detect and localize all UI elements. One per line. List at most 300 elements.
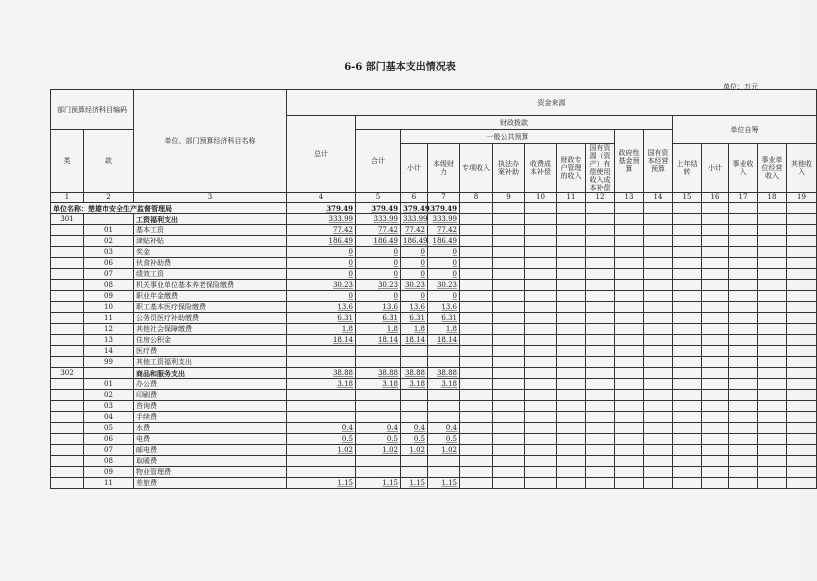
empty-cell <box>673 324 702 335</box>
row-sum <box>356 456 401 467</box>
index-cell: 17 <box>729 193 758 203</box>
empty-cell <box>787 368 817 379</box>
table-row <box>51 423 817 434</box>
empty-cell <box>460 214 493 225</box>
row-name: 印刷费 <box>134 390 287 401</box>
empty-cell <box>673 412 702 423</box>
empty-cell <box>586 247 615 258</box>
row-total <box>287 467 356 478</box>
row-own-funds: 186.49 <box>428 236 460 247</box>
empty-cell <box>787 280 817 291</box>
row-lei <box>51 313 84 324</box>
empty-cell <box>557 313 586 324</box>
header-self-raised: 单位自筹 <box>673 116 817 144</box>
empty-cell <box>493 269 525 280</box>
table-row <box>51 478 817 489</box>
empty-cell <box>729 225 758 236</box>
row-subtotal <box>401 401 428 412</box>
empty-cell <box>460 445 493 456</box>
row-lei <box>51 423 84 434</box>
row-name: 咨询费 <box>134 401 287 412</box>
row-subtotal <box>401 390 428 401</box>
empty-cell <box>493 291 525 302</box>
empty-cell <box>615 236 644 247</box>
row-name: 职工基本医疗保险缴费 <box>134 302 287 313</box>
row-own-funds: 6.31 <box>428 313 460 324</box>
table-row <box>51 258 817 269</box>
empty-cell <box>729 445 758 456</box>
table-row <box>51 324 817 335</box>
empty-cell <box>702 456 729 467</box>
header-general-budget: 一般公共预算 <box>401 130 615 144</box>
row-total: 0 <box>287 258 356 269</box>
empty-cell <box>787 302 817 313</box>
empty-cell <box>673 379 702 390</box>
empty-cell <box>787 258 817 269</box>
empty-cell <box>758 423 787 434</box>
empty-cell <box>702 302 729 313</box>
row-own-funds: 0.5 <box>428 434 460 445</box>
empty-cell <box>729 368 758 379</box>
row-total <box>287 456 356 467</box>
empty-cell <box>493 368 525 379</box>
empty-cell <box>729 478 758 489</box>
empty-cell <box>729 324 758 335</box>
row-own-funds: 38.88 <box>428 368 460 379</box>
row-kuan: 04 <box>84 412 134 423</box>
row-own-funds: 18.14 <box>428 335 460 346</box>
row-lei <box>51 269 84 280</box>
empty-cell <box>702 324 729 335</box>
row-sum <box>356 346 401 357</box>
header-econ-code: 部门预算经济科目编码 <box>51 90 134 130</box>
row-kuan: 09 <box>84 467 134 478</box>
row-kuan: 01 <box>84 379 134 390</box>
row-kuan: 07 <box>84 445 134 456</box>
empty-cell <box>525 467 557 478</box>
empty-cell <box>644 291 673 302</box>
empty-cell <box>493 434 525 445</box>
empty-cell <box>787 390 817 401</box>
empty-cell <box>758 302 787 313</box>
empty-cell <box>702 313 729 324</box>
row-subtotal: 0.5 <box>401 434 428 445</box>
empty-cell <box>644 423 673 434</box>
empty-cell <box>644 313 673 324</box>
empty-cell <box>460 324 493 335</box>
empty-cell <box>758 269 787 280</box>
index-cell: 13 <box>615 193 644 203</box>
empty-cell <box>615 401 644 412</box>
table-row <box>51 368 817 379</box>
index-cell: 10 <box>525 193 557 203</box>
empty-cell <box>525 258 557 269</box>
row-total: 0 <box>287 291 356 302</box>
empty-cell <box>493 423 525 434</box>
row-kuan: 03 <box>84 401 134 412</box>
table-row <box>51 412 817 423</box>
empty-cell <box>557 236 586 247</box>
empty-cell <box>615 280 644 291</box>
row-lei <box>51 456 84 467</box>
index-cell: 14 <box>644 193 673 203</box>
empty-cell <box>525 269 557 280</box>
empty-cell <box>557 434 586 445</box>
header-special-income: 专项收入 <box>460 144 493 193</box>
empty-cell <box>493 379 525 390</box>
empty-cell <box>586 346 615 357</box>
empty-cell <box>673 247 702 258</box>
empty-cell <box>644 236 673 247</box>
header-fee-income: 收费成本补偿 <box>525 144 557 193</box>
row-lei <box>51 335 84 346</box>
empty-cell <box>615 423 644 434</box>
empty-cell <box>586 423 615 434</box>
empty-cell <box>644 434 673 445</box>
empty-cell <box>460 313 493 324</box>
row-lei <box>51 412 84 423</box>
index-cell: 16 <box>702 193 729 203</box>
empty-cell <box>758 445 787 456</box>
empty-cell <box>729 456 758 467</box>
row-name: 手续费 <box>134 412 287 423</box>
row-name: 工资福利支出 <box>134 214 287 225</box>
row-name: 取暖费 <box>134 456 287 467</box>
table-row <box>51 467 817 478</box>
row-lei <box>51 401 84 412</box>
empty-cell <box>729 280 758 291</box>
row-subtotal: 333.99 <box>401 214 428 225</box>
empty-cell <box>673 423 702 434</box>
index-cell: 8 <box>460 193 493 203</box>
empty-cell <box>729 434 758 445</box>
row-subtotal: 13.6 <box>401 302 428 313</box>
empty-cell <box>493 313 525 324</box>
row-sum: 0 <box>356 258 401 269</box>
row-sum: 13.6 <box>356 302 401 313</box>
empty-cell <box>586 390 615 401</box>
row-subtotal <box>401 412 428 423</box>
empty-cell <box>787 456 817 467</box>
empty-cell <box>460 302 493 313</box>
empty-cell <box>729 335 758 346</box>
empty-cell <box>557 291 586 302</box>
row-subtotal: 30.23 <box>401 280 428 291</box>
empty-cell <box>787 291 817 302</box>
empty-cell <box>525 346 557 357</box>
row-own-funds: 0 <box>428 291 460 302</box>
empty-cell <box>673 390 702 401</box>
row-kuan <box>84 214 134 225</box>
empty-cell <box>729 346 758 357</box>
empty-cell <box>557 247 586 258</box>
row-name: 医疗费 <box>134 346 287 357</box>
row-name: 电费 <box>134 434 287 445</box>
table-row <box>51 269 817 280</box>
row-kuan: 11 <box>84 313 134 324</box>
page-title: 6-6 部门基本支出情况表 <box>344 62 456 73</box>
empty-cell <box>525 368 557 379</box>
empty-cell <box>644 335 673 346</box>
empty-cell <box>758 236 787 247</box>
empty-cell <box>702 478 729 489</box>
table-row <box>51 357 817 368</box>
row-lei <box>51 445 84 456</box>
row-name: 其他社会保障缴费 <box>134 324 287 335</box>
empty-cell <box>586 324 615 335</box>
empty-cell <box>525 434 557 445</box>
index-cell: 6 <box>401 193 428 203</box>
row-subtotal: 0 <box>401 258 428 269</box>
empty-cell <box>729 390 758 401</box>
empty-cell <box>460 379 493 390</box>
row-total: 6.31 <box>287 313 356 324</box>
empty-cell <box>460 291 493 302</box>
row-subtotal: 1.15 <box>401 478 428 489</box>
empty-cell <box>644 368 673 379</box>
row-own-funds <box>428 456 460 467</box>
empty-cell <box>493 335 525 346</box>
index-cell: 5 <box>356 193 401 203</box>
row-kuan: 99 <box>84 357 134 368</box>
empty-cell <box>493 236 525 247</box>
header-state-asset: 国有资源（资产）有偿使用收入成本补偿 <box>586 144 615 193</box>
empty-cell <box>758 478 787 489</box>
empty-cell <box>493 258 525 269</box>
empty-cell <box>758 313 787 324</box>
row-total: 13.6 <box>287 302 356 313</box>
empty-cell <box>525 401 557 412</box>
empty-cell <box>758 335 787 346</box>
empty-cell <box>460 412 493 423</box>
empty-cell <box>460 401 493 412</box>
empty-cell <box>615 258 644 269</box>
empty-cell <box>729 401 758 412</box>
row-sum: 38.88 <box>356 368 401 379</box>
row-subtotal: 77.42 <box>401 225 428 236</box>
empty-cell <box>787 346 817 357</box>
row-lei <box>51 478 84 489</box>
empty-cell <box>729 258 758 269</box>
empty-cell <box>557 225 586 236</box>
table-row <box>51 335 817 346</box>
empty-cell <box>702 269 729 280</box>
row-sum: 1.15 <box>356 478 401 489</box>
header-fund-source: 资金来源 <box>287 90 817 116</box>
header-affiliated: 事业单位经营收入 <box>758 144 787 193</box>
empty-cell <box>586 368 615 379</box>
empty-cell <box>557 335 586 346</box>
empty-cell <box>758 225 787 236</box>
row-kuan: 07 <box>84 269 134 280</box>
empty-cell <box>460 456 493 467</box>
empty-cell <box>644 258 673 269</box>
row-kuan: 11 <box>84 478 134 489</box>
empty-cell <box>586 434 615 445</box>
empty-cell <box>673 467 702 478</box>
empty-cell <box>673 258 702 269</box>
empty-cell <box>644 269 673 280</box>
empty-cell <box>787 236 817 247</box>
index-cell: 9 <box>493 193 525 203</box>
empty-cell <box>586 445 615 456</box>
row-lei <box>51 247 84 258</box>
table-row <box>51 214 817 225</box>
row-kuan: 01 <box>84 225 134 236</box>
row-total: 0.5 <box>287 434 356 445</box>
table-row <box>51 456 817 467</box>
row-total <box>287 412 356 423</box>
header-other-income: 其他收入 <box>787 144 817 193</box>
empty-cell <box>787 401 817 412</box>
table-row <box>51 434 817 445</box>
expenditure-table <box>50 89 817 489</box>
header-subtotal-self: 小计 <box>702 144 729 193</box>
empty-cell <box>615 478 644 489</box>
row-lei <box>51 390 84 401</box>
row-kuan: 08 <box>84 456 134 467</box>
row-sum <box>356 357 401 368</box>
row-total: 1.15 <box>287 478 356 489</box>
empty-cell <box>586 291 615 302</box>
row-subtotal: 18.14 <box>401 335 428 346</box>
row-name: 商品和服务支出 <box>134 368 287 379</box>
row-own-funds <box>428 412 460 423</box>
empty-cell <box>586 313 615 324</box>
empty-cell <box>586 214 615 225</box>
empty-cell <box>615 247 644 258</box>
empty-cell <box>557 302 586 313</box>
row-name: 机关事业单位基本养老保险缴费 <box>134 280 287 291</box>
empty-cell <box>557 368 586 379</box>
empty-cell <box>673 357 702 368</box>
empty-cell <box>586 478 615 489</box>
empty-cell <box>493 225 525 236</box>
empty-cell <box>460 258 493 269</box>
empty-cell <box>673 302 702 313</box>
empty-cell <box>557 346 586 357</box>
empty-cell <box>493 456 525 467</box>
table-row <box>51 280 817 291</box>
row-lei <box>51 379 84 390</box>
row-own-funds: 1.15 <box>428 478 460 489</box>
row-own-funds: 1.02 <box>428 445 460 456</box>
empty-cell <box>493 390 525 401</box>
empty-cell <box>673 291 702 302</box>
row-own-funds <box>428 357 460 368</box>
index-cell: 15 <box>673 193 702 203</box>
empty-cell <box>729 236 758 247</box>
row-subtotal: 38.88 <box>401 368 428 379</box>
row-sum: 186.49 <box>356 236 401 247</box>
empty-cell <box>702 225 729 236</box>
row-sum <box>356 390 401 401</box>
row-name: 其他工资福利支出 <box>134 357 287 368</box>
row-name: 伙食补助费 <box>134 258 287 269</box>
empty-cell <box>758 434 787 445</box>
row-own-funds: 30.23 <box>428 280 460 291</box>
empty-cell <box>758 390 787 401</box>
header-kuan: 款 <box>84 130 134 193</box>
empty-cell <box>702 258 729 269</box>
empty-cell <box>615 346 644 357</box>
row-subtotal <box>401 357 428 368</box>
empty-cell <box>586 236 615 247</box>
empty-cell <box>586 467 615 478</box>
empty-cell <box>493 346 525 357</box>
empty-cell <box>673 434 702 445</box>
table-row <box>51 445 817 456</box>
row-kuan: 13 <box>84 335 134 346</box>
row-total: 0.4 <box>287 423 356 434</box>
empty-cell <box>758 357 787 368</box>
empty-cell <box>702 467 729 478</box>
empty-cell <box>758 214 787 225</box>
empty-cell <box>787 214 817 225</box>
header-gov-fund: 政府性基金预算 <box>615 130 644 193</box>
empty-cell <box>460 368 493 379</box>
empty-cell <box>460 390 493 401</box>
empty-cell <box>644 302 673 313</box>
row-subtotal: 1.02 <box>401 445 428 456</box>
row-own-funds <box>428 346 460 357</box>
table-row <box>51 313 817 324</box>
empty-cell <box>493 214 525 225</box>
empty-cell <box>758 401 787 412</box>
row-kuan: 02 <box>84 236 134 247</box>
empty-cell <box>729 313 758 324</box>
row-kuan: 03 <box>84 247 134 258</box>
row-total <box>287 401 356 412</box>
empty-cell <box>787 225 817 236</box>
empty-cell <box>615 357 644 368</box>
empty-cell <box>557 390 586 401</box>
empty-cell <box>787 467 817 478</box>
row-total <box>287 357 356 368</box>
empty-cell <box>787 357 817 368</box>
row-lei <box>51 467 84 478</box>
row-total <box>287 346 356 357</box>
row-name: 办公费 <box>134 379 287 390</box>
empty-cell <box>493 247 525 258</box>
empty-cell <box>702 445 729 456</box>
row-lei <box>51 324 84 335</box>
empty-cell <box>460 236 493 247</box>
empty-cell <box>460 467 493 478</box>
empty-cell <box>702 280 729 291</box>
row-total: 77.42 <box>287 225 356 236</box>
empty-cell <box>729 247 758 258</box>
empty-cell <box>673 445 702 456</box>
header-subtotal-fiscal: 合计 <box>356 130 401 193</box>
header-business-income: 事业收入 <box>729 144 758 193</box>
empty-cell <box>557 401 586 412</box>
empty-cell <box>525 456 557 467</box>
empty-cell <box>493 401 525 412</box>
empty-cell <box>586 302 615 313</box>
empty-cell <box>586 379 615 390</box>
empty-cell <box>586 456 615 467</box>
empty-cell <box>615 335 644 346</box>
empty-cell <box>615 467 644 478</box>
unit-sub: 379.49 <box>401 203 428 214</box>
row-lei <box>51 258 84 269</box>
empty-cell <box>615 390 644 401</box>
empty-cell <box>758 368 787 379</box>
header-fiscal-alloc: 财政拨款 <box>356 116 673 130</box>
empty-cell <box>702 291 729 302</box>
empty-cell <box>586 225 615 236</box>
